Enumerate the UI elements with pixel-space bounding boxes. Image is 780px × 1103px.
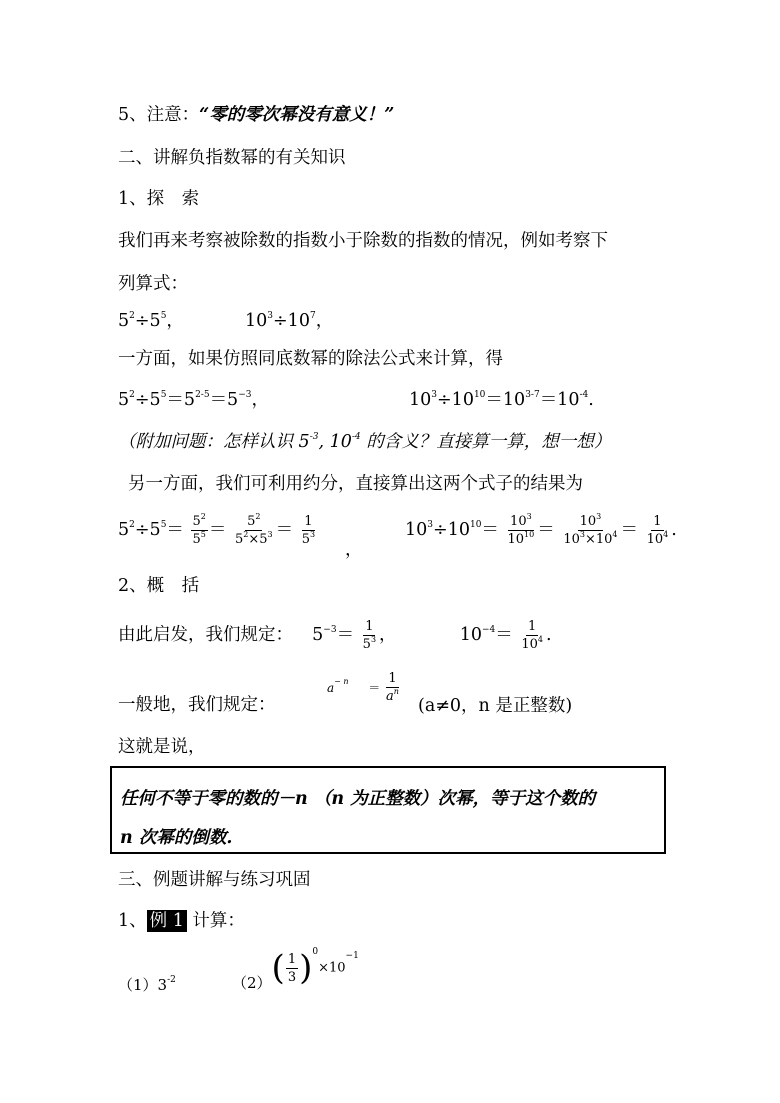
- den: 5: [234, 532, 244, 547]
- base: 5: [149, 520, 161, 540]
- num: 1: [304, 514, 313, 529]
- num: 1: [287, 951, 297, 967]
- paragraph-1a: 我们再来考察被除数的指数小于除数的指数的情况，例如考察下: [118, 231, 608, 251]
- op: ＝10: [539, 390, 580, 410]
- num: 5: [192, 514, 201, 529]
- exp: 3: [267, 311, 274, 321]
- exp: 3: [526, 512, 532, 521]
- base: 5: [118, 311, 130, 331]
- exp: -2: [167, 975, 176, 985]
- base: 5: [118, 390, 130, 410]
- base: 10: [459, 625, 482, 645]
- general-intro: 一般地，我们规定：: [118, 695, 276, 715]
- exp: 2: [129, 311, 135, 321]
- fraction: [286, 953, 298, 984]
- q-text: 的含义？直接算一算，想一想）: [360, 432, 612, 452]
- op: ＝: [537, 520, 555, 540]
- exp: 2: [129, 390, 135, 400]
- comma: ，: [345, 540, 363, 560]
- num: 1: [653, 514, 662, 529]
- exp: 0: [312, 947, 319, 957]
- exp: −1: [345, 951, 359, 961]
- note-quote: “零的零次幂没有意义！”: [199, 105, 395, 125]
- note-prefix: 5、注意：: [118, 105, 200, 125]
- exp: 3: [427, 520, 434, 530]
- additional-question: [118, 434, 611, 452]
- exp: -3: [309, 432, 319, 442]
- q-text: （附加问题：怎样认识 5: [118, 432, 310, 452]
- den: 10: [646, 532, 664, 547]
- fraction: [233, 512, 275, 547]
- general-condition: (a≠0，n 是正整数): [418, 696, 573, 716]
- op: ＝: [495, 625, 513, 645]
- fraction: [361, 620, 378, 651]
- paragraph-2: 一方面，如果仿照同底数幂的除法公式来计算，得: [118, 349, 503, 369]
- general-formula: [327, 677, 381, 695]
- exp: 3: [431, 390, 438, 400]
- fraction: [519, 620, 545, 651]
- op: ＝: [275, 520, 294, 540]
- fraction-equation-2: $10^3\div 10^{10}=$ $\frac{10^3}{10^{10}}$ ＝ $\frac{10^3}{10^3\times 10^4}$ ＝ $\frac{1}{10^4}$ .: [405, 512, 677, 547]
- exp: 4: [537, 635, 543, 644]
- definition-line-2: n 次幂的倒数.: [120, 828, 233, 848]
- exp: -4: [579, 390, 589, 400]
- q-text: , 10: [318, 432, 352, 452]
- den: 3: [287, 969, 297, 985]
- section-2-heading: 二、讲解负指数幂的有关知识: [118, 148, 346, 168]
- op: ＝: [166, 520, 184, 540]
- note-line: [118, 107, 394, 125]
- op: ＝: [481, 520, 499, 540]
- equation-2a: [118, 392, 269, 410]
- den: 5: [259, 532, 268, 547]
- right-paren: ): [299, 948, 313, 988]
- example-heading: [118, 913, 245, 931]
- punct: ，: [166, 311, 184, 331]
- exp: 4: [663, 530, 669, 539]
- den: 5: [301, 532, 310, 547]
- exp: 5: [160, 390, 167, 400]
- op: ÷10: [437, 390, 474, 410]
- num: 1: [528, 619, 537, 634]
- fraction: [561, 512, 619, 547]
- fraction-equation-1: [118, 512, 318, 547]
- exp: 2: [129, 520, 135, 530]
- general-fraction: [383, 672, 402, 703]
- exp: −3: [238, 390, 252, 400]
- rule-intro: 由此启发，我们规定：: [118, 625, 293, 645]
- exp: -4: [351, 432, 361, 442]
- equation-1b: [245, 313, 333, 331]
- op: ＝: [336, 625, 355, 645]
- exp: 2: [255, 512, 261, 521]
- exp: 2-5: [195, 390, 210, 400]
- item-text: （2）: [232, 973, 272, 992]
- den: 10: [521, 637, 538, 652]
- den: 5: [362, 637, 371, 652]
- base: 10: [405, 520, 428, 540]
- fraction: [506, 512, 537, 547]
- op: ÷5: [134, 311, 161, 331]
- equation-1a: [118, 313, 184, 331]
- base: 10: [245, 311, 268, 331]
- exp: 5: [200, 530, 206, 539]
- op: ×: [584, 532, 596, 547]
- paragraph-3: 另一方面，我们可利用约分，直接算出这两个式子的结果为: [128, 474, 583, 494]
- exp: 3: [370, 635, 377, 644]
- exp: 10: [473, 390, 486, 400]
- ex-suffix: 计算：: [186, 911, 245, 931]
- op: ÷: [433, 520, 448, 540]
- punct: .: [588, 390, 594, 410]
- op: ＝5: [209, 390, 239, 410]
- num: 10: [510, 514, 527, 529]
- rule-line: [118, 620, 552, 651]
- example-item-1: [118, 974, 176, 995]
- item-text: （1）3: [118, 976, 168, 994]
- exp: 4: [612, 530, 618, 539]
- exp: 5: [160, 311, 167, 321]
- fraction: [384, 672, 401, 703]
- fraction: [645, 515, 671, 546]
- section-3-heading: 三、例题讲解与练习巩固: [118, 870, 311, 890]
- exp: 7: [309, 311, 316, 321]
- op: ÷5: [134, 390, 161, 410]
- exp: 3: [596, 512, 602, 521]
- ex-prefix: 1、: [118, 911, 147, 931]
- den: 10: [507, 532, 525, 547]
- op: ×: [248, 532, 260, 547]
- op: ＝: [620, 520, 638, 540]
- example-label: 例 1: [147, 910, 187, 932]
- equation-2b: [409, 392, 594, 410]
- num: 5: [247, 514, 256, 529]
- punct: ，: [251, 390, 269, 410]
- base: 5: [118, 520, 130, 540]
- exp: −4: [481, 625, 496, 635]
- base: 5: [312, 625, 324, 645]
- left-paren: (: [271, 948, 285, 988]
- num: 1: [365, 619, 374, 634]
- fraction: [300, 515, 317, 546]
- exp: 3: [579, 530, 585, 539]
- op: ＝10: [485, 390, 526, 410]
- exp: 2: [200, 512, 206, 521]
- exp: 10: [524, 530, 535, 539]
- num: 1: [388, 671, 397, 686]
- definition-box: [110, 766, 666, 854]
- base: 10: [447, 520, 470, 540]
- exp: − n: [334, 677, 349, 686]
- op: ＝5: [166, 390, 196, 410]
- punct: ，: [379, 625, 397, 645]
- generalize-heading: 2、概 括: [118, 576, 200, 596]
- num: 10: [579, 514, 597, 529]
- den: a: [386, 689, 394, 704]
- definition-line-1: 任何不等于零的数的－n （n 为正整数）次幂，等于这个数的: [120, 789, 596, 809]
- exp: −3: [323, 625, 337, 635]
- explore-heading: 1、探 索: [118, 189, 200, 209]
- den: 10: [595, 532, 613, 547]
- exp: 2: [243, 530, 249, 539]
- that-is: 这就是说，: [118, 737, 206, 757]
- den: 5: [192, 532, 201, 547]
- op: ＝: [368, 681, 381, 695]
- exp: 10: [469, 520, 482, 530]
- exp: 3: [267, 530, 273, 539]
- exp: 5: [160, 520, 167, 530]
- op: ＝: [208, 520, 227, 540]
- paragraph-1b: 列算式：: [118, 274, 188, 294]
- base: a: [327, 681, 335, 695]
- punct: ，: [315, 311, 334, 331]
- op: ÷: [134, 520, 150, 540]
- punct: .: [545, 625, 552, 645]
- base: 10: [409, 390, 432, 410]
- op: ÷10: [273, 311, 310, 331]
- item-text: ×10: [318, 960, 346, 976]
- den: 10: [563, 532, 580, 547]
- exp: 3-7: [525, 390, 540, 400]
- fraction: [191, 512, 208, 547]
- example-item-2: [232, 947, 359, 992]
- exp: n: [393, 687, 399, 696]
- exp: 3: [309, 530, 316, 539]
